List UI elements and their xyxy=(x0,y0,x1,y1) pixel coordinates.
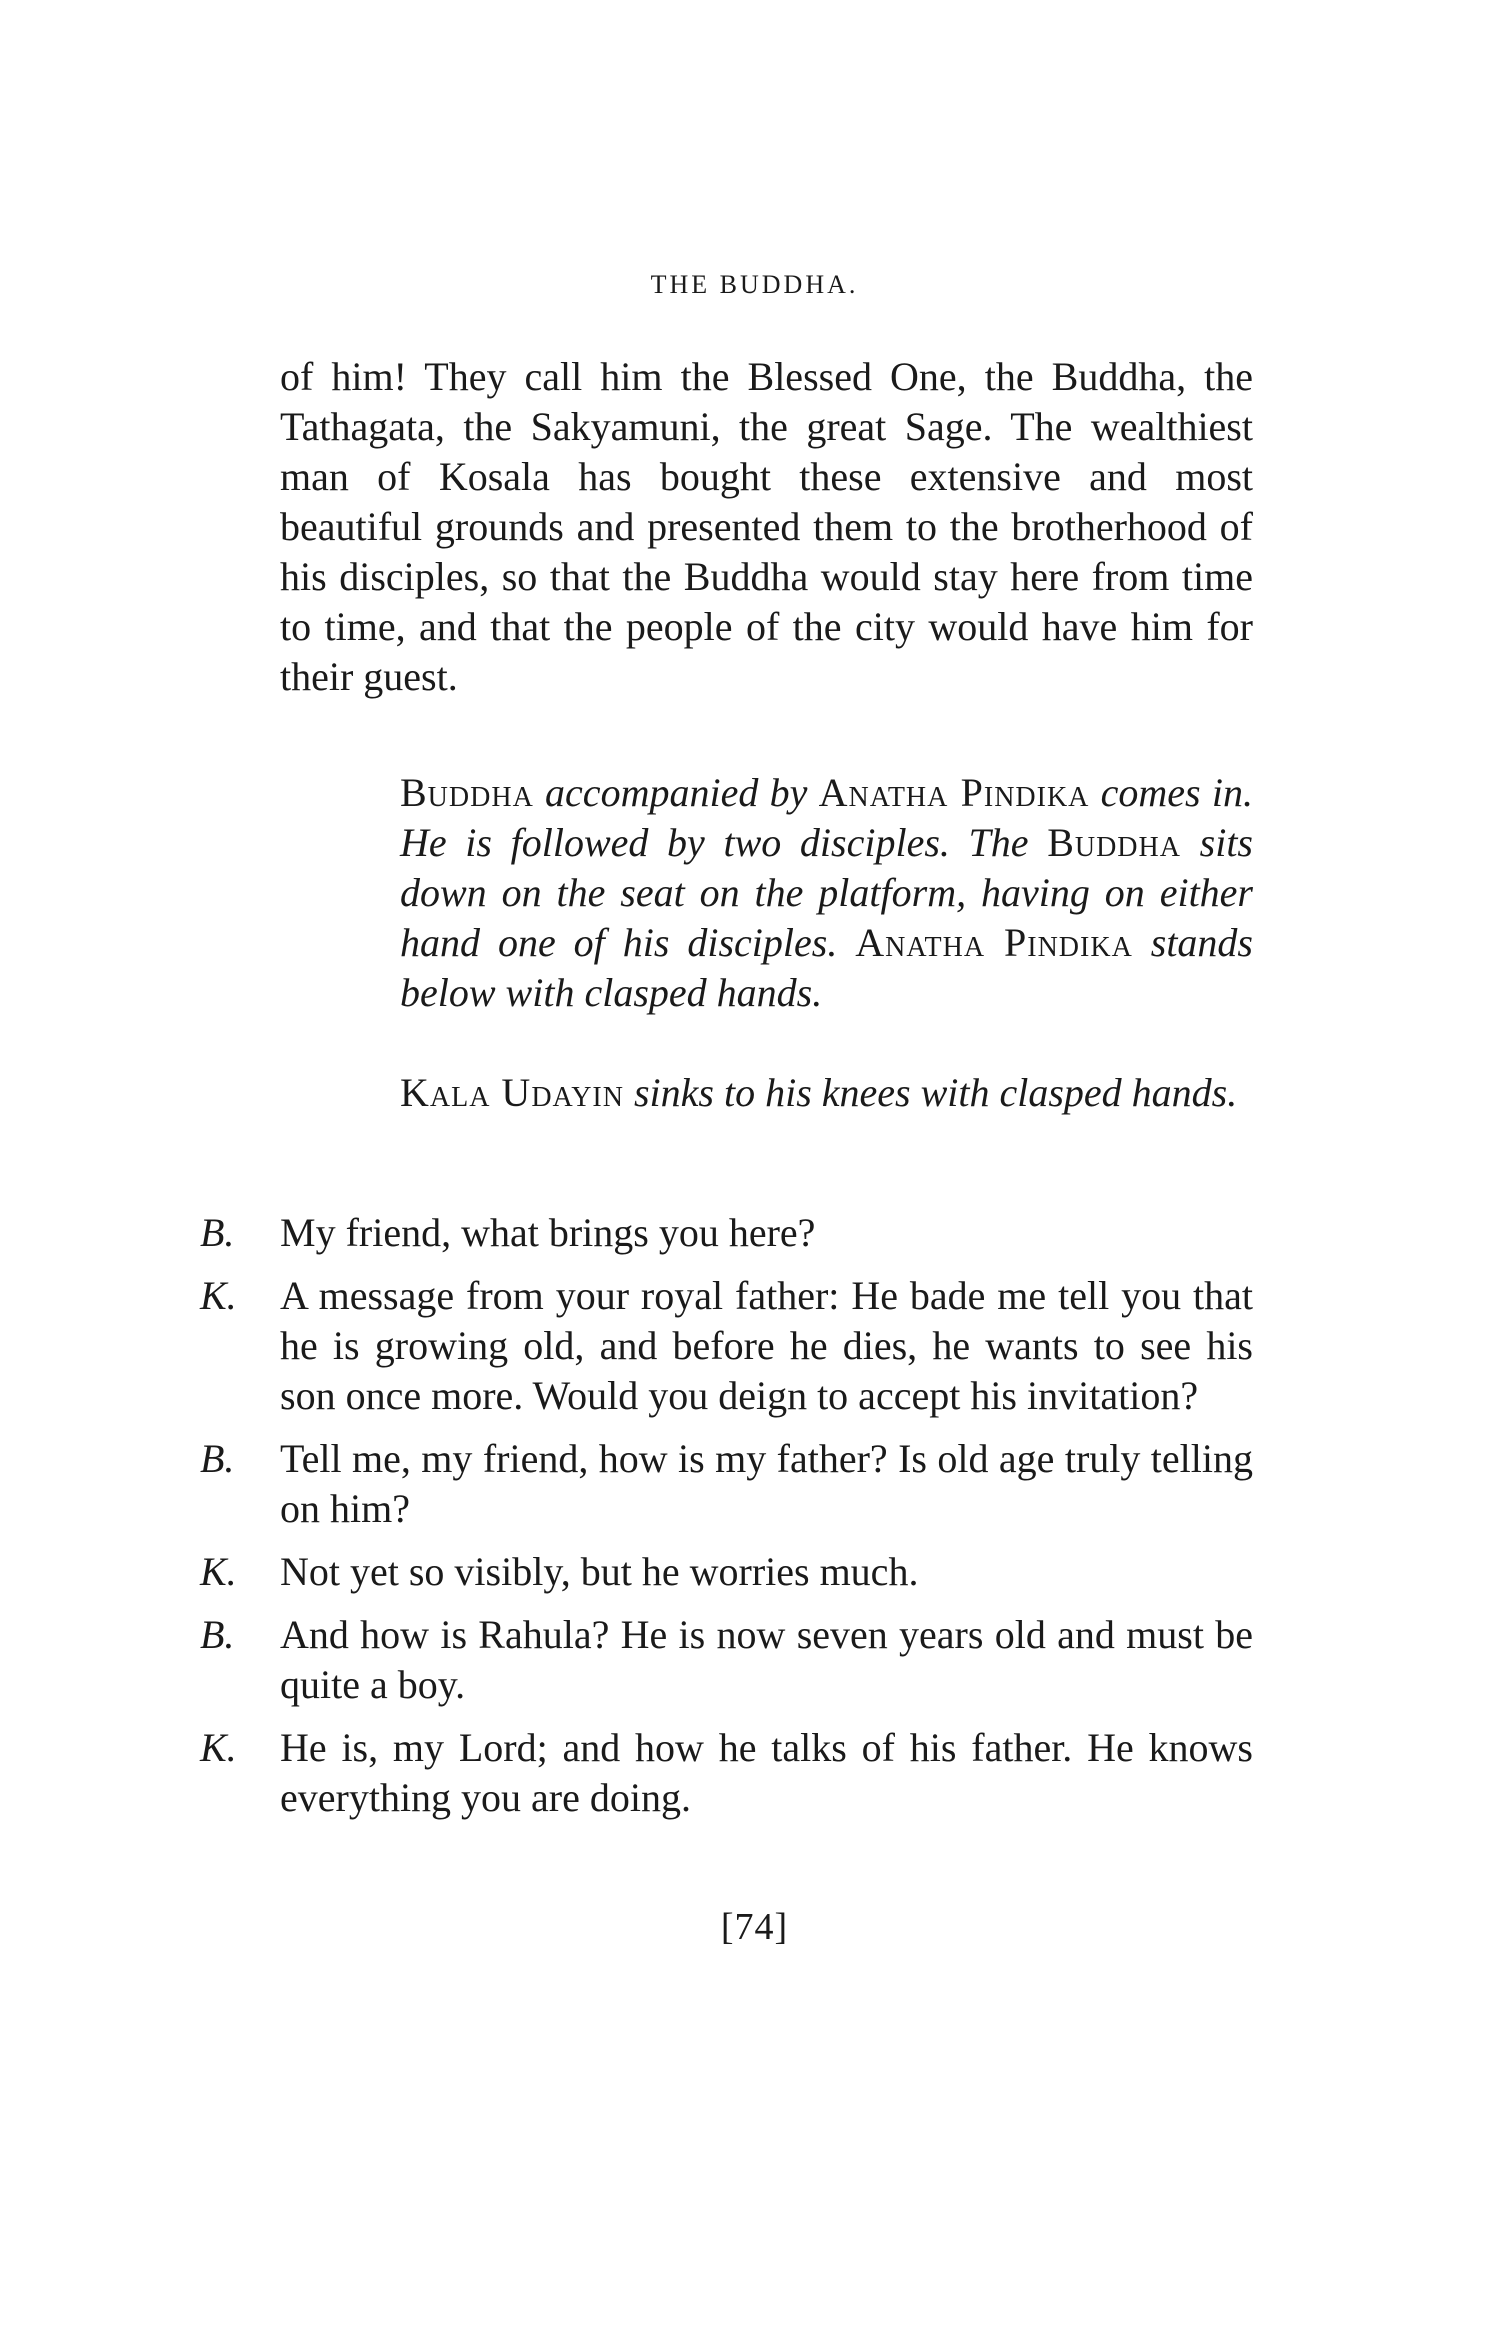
stage-text: comes in. He is followed by two disciples. The xyxy=(400,770,1254,865)
character-name: Buddha xyxy=(400,770,534,815)
stage-text: sinks to his knees with clasped hands. xyxy=(623,1070,1238,1115)
speech-text: And how is Rahula? He is now seven years old and must be quite a boy. xyxy=(280,1612,1253,1707)
speaker-label: B. xyxy=(200,1436,235,1481)
speaker-label: K. xyxy=(200,1725,237,1770)
speech-line xyxy=(200,1271,1253,1421)
stage-direction-entrance xyxy=(400,768,1253,1018)
running-head: THE BUDDHA. xyxy=(650,270,859,299)
speech-text: Tell me, my friend, how is my father? Is old age truly telling on him? xyxy=(280,1436,1253,1531)
stage-text: sits down on the seat on the platform, having on either hand one of his disciples. xyxy=(400,820,1253,965)
speech-text: He is, my Lord; and how he talks of his father. He knows everything you are doing. xyxy=(280,1725,1253,1820)
speaker-label: K. xyxy=(200,1549,237,1594)
speech-line xyxy=(200,1208,1253,1258)
speech-text: A message from your royal father: He bade me tell you that he is growing old, and before he dies, he wants to see his son once more. Would you deign to accept his invitation? xyxy=(280,1273,1253,1418)
speaker-label: K. xyxy=(200,1273,237,1318)
stage-text: stands below with clasped hands. xyxy=(400,920,1253,1015)
speech-line xyxy=(200,1723,1253,1823)
speaker-label: B. xyxy=(200,1210,235,1255)
character-name: Anatha Pindika xyxy=(855,920,1133,965)
stage-text: accompanied by xyxy=(533,770,819,815)
speech-text: Not yet so visibly, but he worries much. xyxy=(280,1549,919,1594)
speech-line xyxy=(200,1547,1253,1597)
character-name: Kala Udayin xyxy=(400,1070,624,1115)
speech-line xyxy=(200,1610,1253,1710)
character-name: Buddha xyxy=(1047,820,1181,865)
speech-text: My friend, what brings you here? xyxy=(280,1210,816,1255)
character-name: Anatha Pindika xyxy=(818,770,1090,815)
prose-paragraph: of him! They call him the Blessed One, the Buddha, the Tathagata, the Sakyamuni, the great Sage. The wealthiest man of Kosala has bought these extensive and most beautiful grounds and presented them to the brotherhood of his disciples, so that the Buddha would stay here from time to time, and that the people of the city would have him for their guest. xyxy=(280,354,1253,699)
page-number: [74] xyxy=(720,1906,789,1948)
dialogue xyxy=(200,1208,1253,1836)
stage-direction-kneel xyxy=(400,1068,1253,1118)
speaker-label: B. xyxy=(200,1612,235,1657)
speech-line xyxy=(200,1434,1253,1534)
